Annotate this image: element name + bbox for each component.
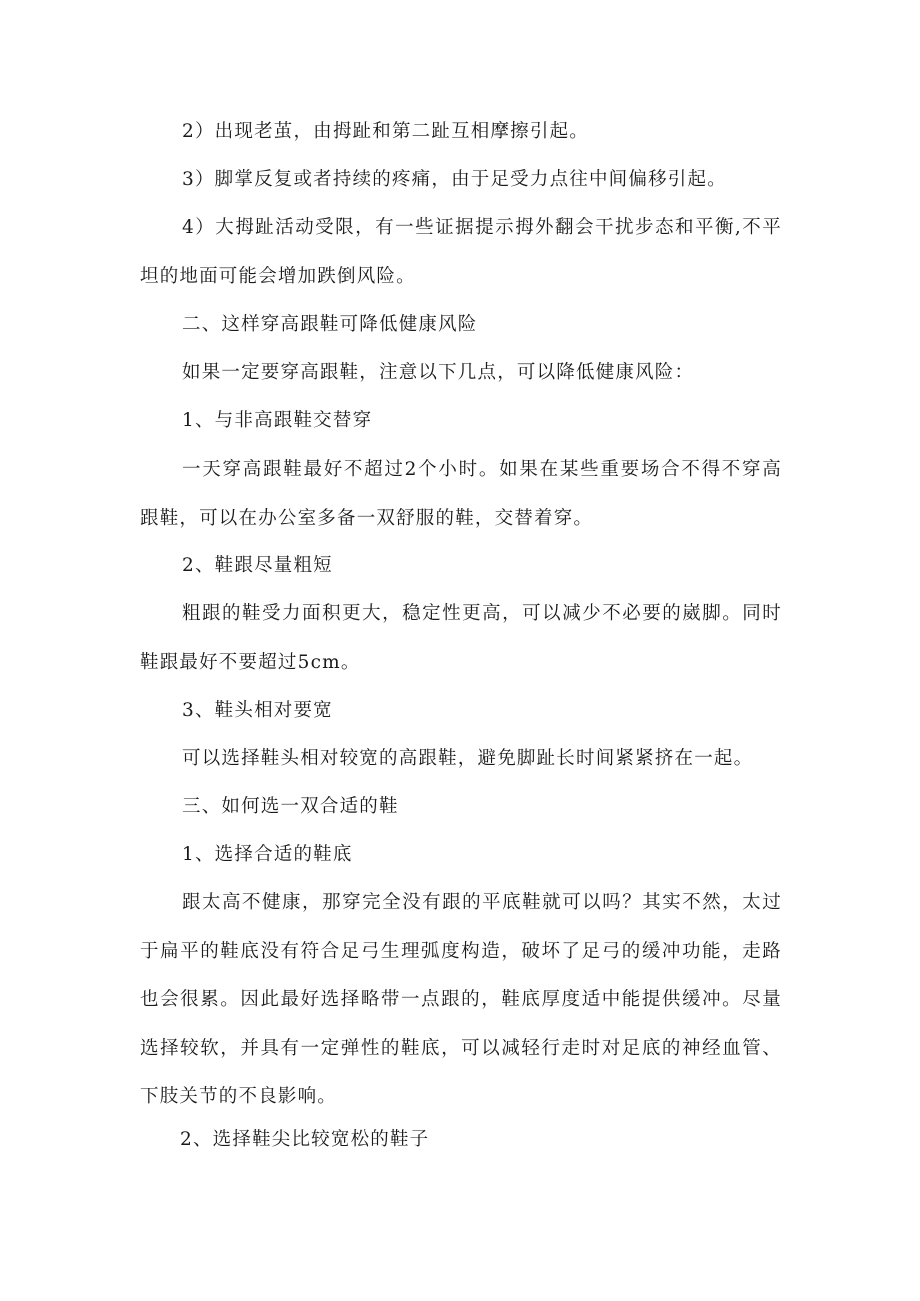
section-heading-2: 二、这样穿高跟鞋可降低健康风险 xyxy=(182,314,478,335)
paragraph-sole-pain: 3）脚掌反复或者持续的疼痛，由于足受力点往中间偏移引起。 xyxy=(182,169,727,190)
subheading-heel-thick: 2、鞋跟尽量粗短 xyxy=(182,555,333,576)
paragraph-alternate: 一天穿高跟鞋最好不超过2个小时。如果在某些重要场合不得不穿高跟鞋，可以在办公室多备一双舒服的鞋，交替着穿。 xyxy=(140,459,782,529)
subheading-sole: 1、选择合适的鞋底 xyxy=(182,844,353,865)
section-heading-3: 三、如何选一双合适的鞋 xyxy=(182,796,399,817)
subheading-alternate: 1、与非高跟鞋交替穿 xyxy=(182,410,373,431)
subheading-toe-box: 2、选择鞋尖比较宽松的鞋子 xyxy=(180,1129,430,1150)
paragraph-heel-thick: 粗跟的鞋受力面积更大，稳定性更高，可以减少不必要的崴脚。同时鞋跟最好不要超过5cm。 xyxy=(140,603,782,673)
paragraph-sole: 跟太高不健康，那穿完全没有跟的平底鞋就可以吗？其实不然，太过于扁平的鞋底没有符合足弓生理弧度构造，破坏了足弓的缓冲功能，走路也会很累。因此最好选择略带一点跟的，鞋底厚度适中能提供缓冲。尽量选择较软，并具有一定弹性的鞋底，可以减轻行走时对足底的神经血管、下肢关节的不良影响。 xyxy=(140,892,782,1107)
paragraph-wide-toe: 可以选择鞋头相对较宽的高跟鞋，避免脚趾长时间紧紧挤在一起。 xyxy=(182,748,754,769)
paragraph-corns: 2）出现老茧，由拇趾和第二趾互相摩擦引起。 xyxy=(182,121,589,142)
paragraph-intro-tips: 如果一定要穿高跟鞋，注意以下几点，可以降低健康风险： xyxy=(182,362,695,383)
paragraph-big-toe-limited: 4）大拇趾活动受限，有一些证据提示拇外翻会干扰步态和平衡,不平坦的地面可能会增加跌倒风险。 xyxy=(140,217,782,287)
subheading-wide-toe: 3、鞋头相对要宽 xyxy=(182,700,333,721)
